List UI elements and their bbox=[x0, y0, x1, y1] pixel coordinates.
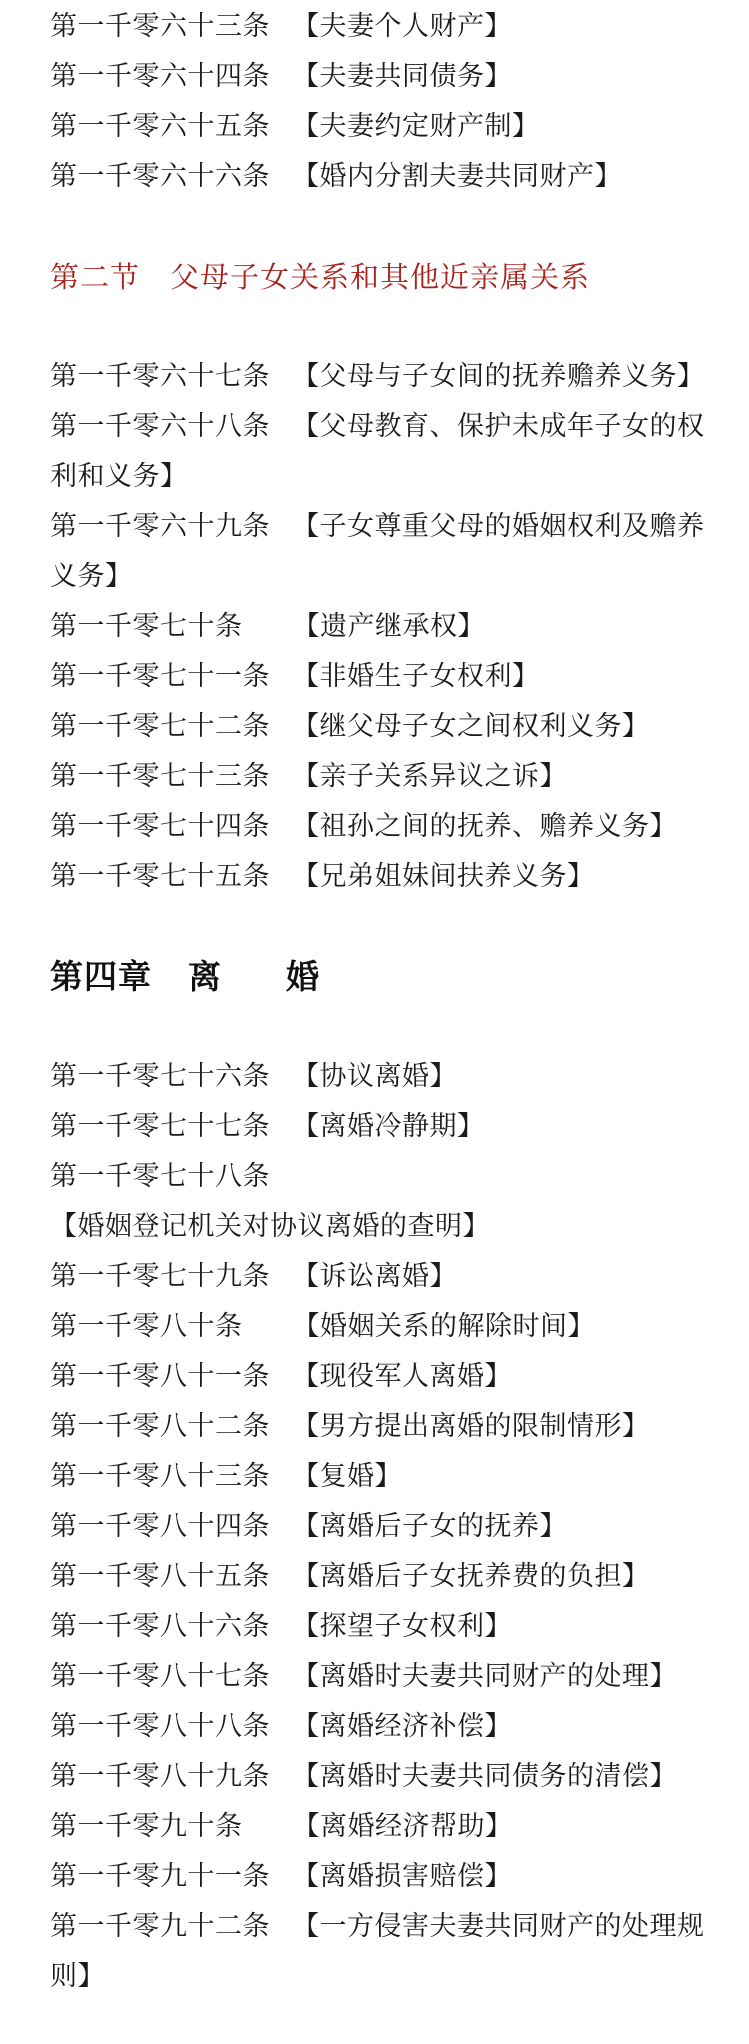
article-entry bbox=[50, 1402, 723, 1452]
article-title: 【夫妻约定财产制】 bbox=[292, 111, 540, 142]
article-number: 第一千零六十三条 bbox=[50, 11, 270, 42]
article-title: 【婚姻关系的解除时间】 bbox=[292, 1311, 595, 1342]
article-entry bbox=[50, 802, 723, 852]
article-number: 第一千零六十九条 bbox=[50, 511, 270, 542]
article-title: 【离婚后子女抚养费的负担】 bbox=[292, 1561, 650, 1592]
article-entry bbox=[50, 502, 723, 602]
article-number: 第一千零七十七条 bbox=[50, 1111, 270, 1142]
article-list-group-c bbox=[50, 1052, 723, 2002]
article-number: 第一千零八十条 bbox=[50, 1311, 243, 1342]
article-entry bbox=[50, 1452, 723, 1502]
article-entry bbox=[50, 1052, 723, 1102]
article-title: 【婚姻登记机关对协议离婚的查明】 bbox=[50, 1211, 490, 1242]
article-title: 【诉讼离婚】 bbox=[292, 1261, 457, 1292]
article-entry bbox=[50, 702, 723, 752]
article-number: 第一千零八十五条 bbox=[50, 1561, 270, 1592]
article-entry bbox=[50, 652, 723, 702]
section-label: 第二节 bbox=[50, 260, 141, 294]
article-number: 第一千零八十四条 bbox=[50, 1511, 270, 1542]
article-entry bbox=[50, 602, 723, 652]
section-heading bbox=[50, 252, 723, 302]
article-title: 【婚内分割夫妻共同财产】 bbox=[292, 161, 622, 192]
article-title: 【一方侵害夫妻共同财产的处理规则】 bbox=[50, 1911, 705, 1992]
article-title: 【离婚经济帮助】 bbox=[292, 1811, 513, 1842]
article-number: 第一千零八十九条 bbox=[50, 1761, 270, 1792]
article-entry bbox=[50, 1352, 723, 1402]
article-title: 【亲子关系异议之诉】 bbox=[292, 761, 567, 792]
article-title: 【现役军人离婚】 bbox=[292, 1361, 512, 1392]
article-title: 【离婚时夫妻共同财产的处理】 bbox=[292, 1661, 677, 1692]
article-entry bbox=[50, 752, 723, 802]
article-entry bbox=[50, 1102, 723, 1152]
chapter-label: 第四章 bbox=[50, 957, 152, 996]
article-title: 【男方提出离婚的限制情形】 bbox=[292, 1411, 650, 1442]
article-number: 第一千零八十一条 bbox=[50, 1361, 270, 1392]
article-title: 【继父母子女之间权利义务】 bbox=[292, 711, 650, 742]
article-title: 【探望子女权利】 bbox=[292, 1611, 512, 1642]
article-number: 第一千零六十五条 bbox=[50, 111, 270, 142]
article-entry bbox=[50, 1152, 723, 1252]
article-title: 【离婚后子女的抚养】 bbox=[292, 1511, 567, 1542]
article-title: 【离婚损害赔偿】 bbox=[292, 1861, 512, 1892]
article-number: 第一千零六十六条 bbox=[50, 161, 270, 192]
article-number: 第一千零七十六条 bbox=[50, 1061, 270, 1092]
article-number: 第一千零七十条 bbox=[50, 611, 243, 642]
article-entry bbox=[50, 352, 723, 402]
article-number: 第一千零八十六条 bbox=[50, 1611, 270, 1642]
article-entry bbox=[50, 152, 723, 202]
article-number: 第一千零七十五条 bbox=[50, 861, 270, 892]
article-title: 【非婚生子女权利】 bbox=[292, 661, 540, 692]
article-number: 第一千零八十二条 bbox=[50, 1411, 270, 1442]
article-entry bbox=[50, 1902, 723, 2002]
article-entry bbox=[50, 1702, 723, 1752]
article-title: 【协议离婚】 bbox=[292, 1061, 457, 1092]
article-title: 【复婚】 bbox=[292, 1461, 402, 1492]
article-entry bbox=[50, 1302, 723, 1352]
article-entry bbox=[50, 1252, 723, 1302]
chapter-heading bbox=[50, 952, 723, 1002]
article-title: 【父母教育、保护未成年子女的权利和义务】 bbox=[50, 411, 705, 492]
article-title: 【父母与子女间的抚养赡养义务】 bbox=[292, 361, 705, 392]
chapter-title-char-2: 婚 bbox=[286, 957, 320, 996]
article-entry bbox=[50, 1752, 723, 1802]
article-number: 第一千零七十三条 bbox=[50, 761, 270, 792]
article-number: 第一千零六十八条 bbox=[50, 411, 270, 442]
article-number: 第一千零六十四条 bbox=[50, 61, 270, 92]
article-entry bbox=[50, 1502, 723, 1552]
article-entry bbox=[50, 52, 723, 102]
chapter-title-char-1: 离 bbox=[188, 957, 222, 996]
article-title: 【离婚时夫妻共同债务的清偿】 bbox=[292, 1761, 677, 1792]
article-number: 第一千零八十七条 bbox=[50, 1661, 270, 1692]
section-title: 父母子女关系和其他近亲属关系 bbox=[170, 260, 591, 294]
article-entry bbox=[50, 1552, 723, 1602]
article-number: 第一千零九十一条 bbox=[50, 1861, 270, 1892]
article-entry bbox=[50, 1802, 723, 1852]
article-title: 【离婚经济补偿】 bbox=[292, 1711, 512, 1742]
article-entry bbox=[50, 102, 723, 152]
article-entry bbox=[50, 1852, 723, 1902]
article-title: 【祖孙之间的抚养、赡养义务】 bbox=[292, 811, 677, 842]
article-number: 第一千零七十四条 bbox=[50, 811, 270, 842]
article-title: 【子女尊重父母的婚姻权利及赡养义务】 bbox=[50, 511, 705, 592]
article-entry bbox=[50, 852, 723, 902]
article-list-group-b bbox=[50, 352, 723, 902]
article-title: 【遗产继承权】 bbox=[292, 611, 485, 642]
article-title: 【夫妻共同债务】 bbox=[292, 61, 512, 92]
article-entry bbox=[50, 1602, 723, 1652]
article-number: 第一千零七十八条 bbox=[50, 1161, 270, 1192]
article-title: 【夫妻个人财产】 bbox=[292, 11, 512, 42]
article-number: 第一千零八十八条 bbox=[50, 1711, 270, 1742]
article-entry bbox=[50, 2, 723, 52]
article-number: 第一千零七十二条 bbox=[50, 711, 270, 742]
article-title: 【离婚冷静期】 bbox=[292, 1111, 485, 1142]
article-number: 第一千零七十一条 bbox=[50, 661, 270, 692]
article-entry bbox=[50, 402, 723, 502]
article-number: 第一千零九十二条 bbox=[50, 1911, 270, 1942]
article-list-group-a bbox=[50, 2, 723, 202]
article-number: 第一千零七十九条 bbox=[50, 1261, 270, 1292]
article-number: 第一千零八十三条 bbox=[50, 1461, 270, 1492]
article-title: 【兄弟姐妹间扶养义务】 bbox=[292, 861, 595, 892]
article-entry bbox=[50, 1652, 723, 1702]
article-number: 第一千零六十七条 bbox=[50, 361, 270, 392]
article-number: 第一千零九十条 bbox=[50, 1811, 243, 1842]
